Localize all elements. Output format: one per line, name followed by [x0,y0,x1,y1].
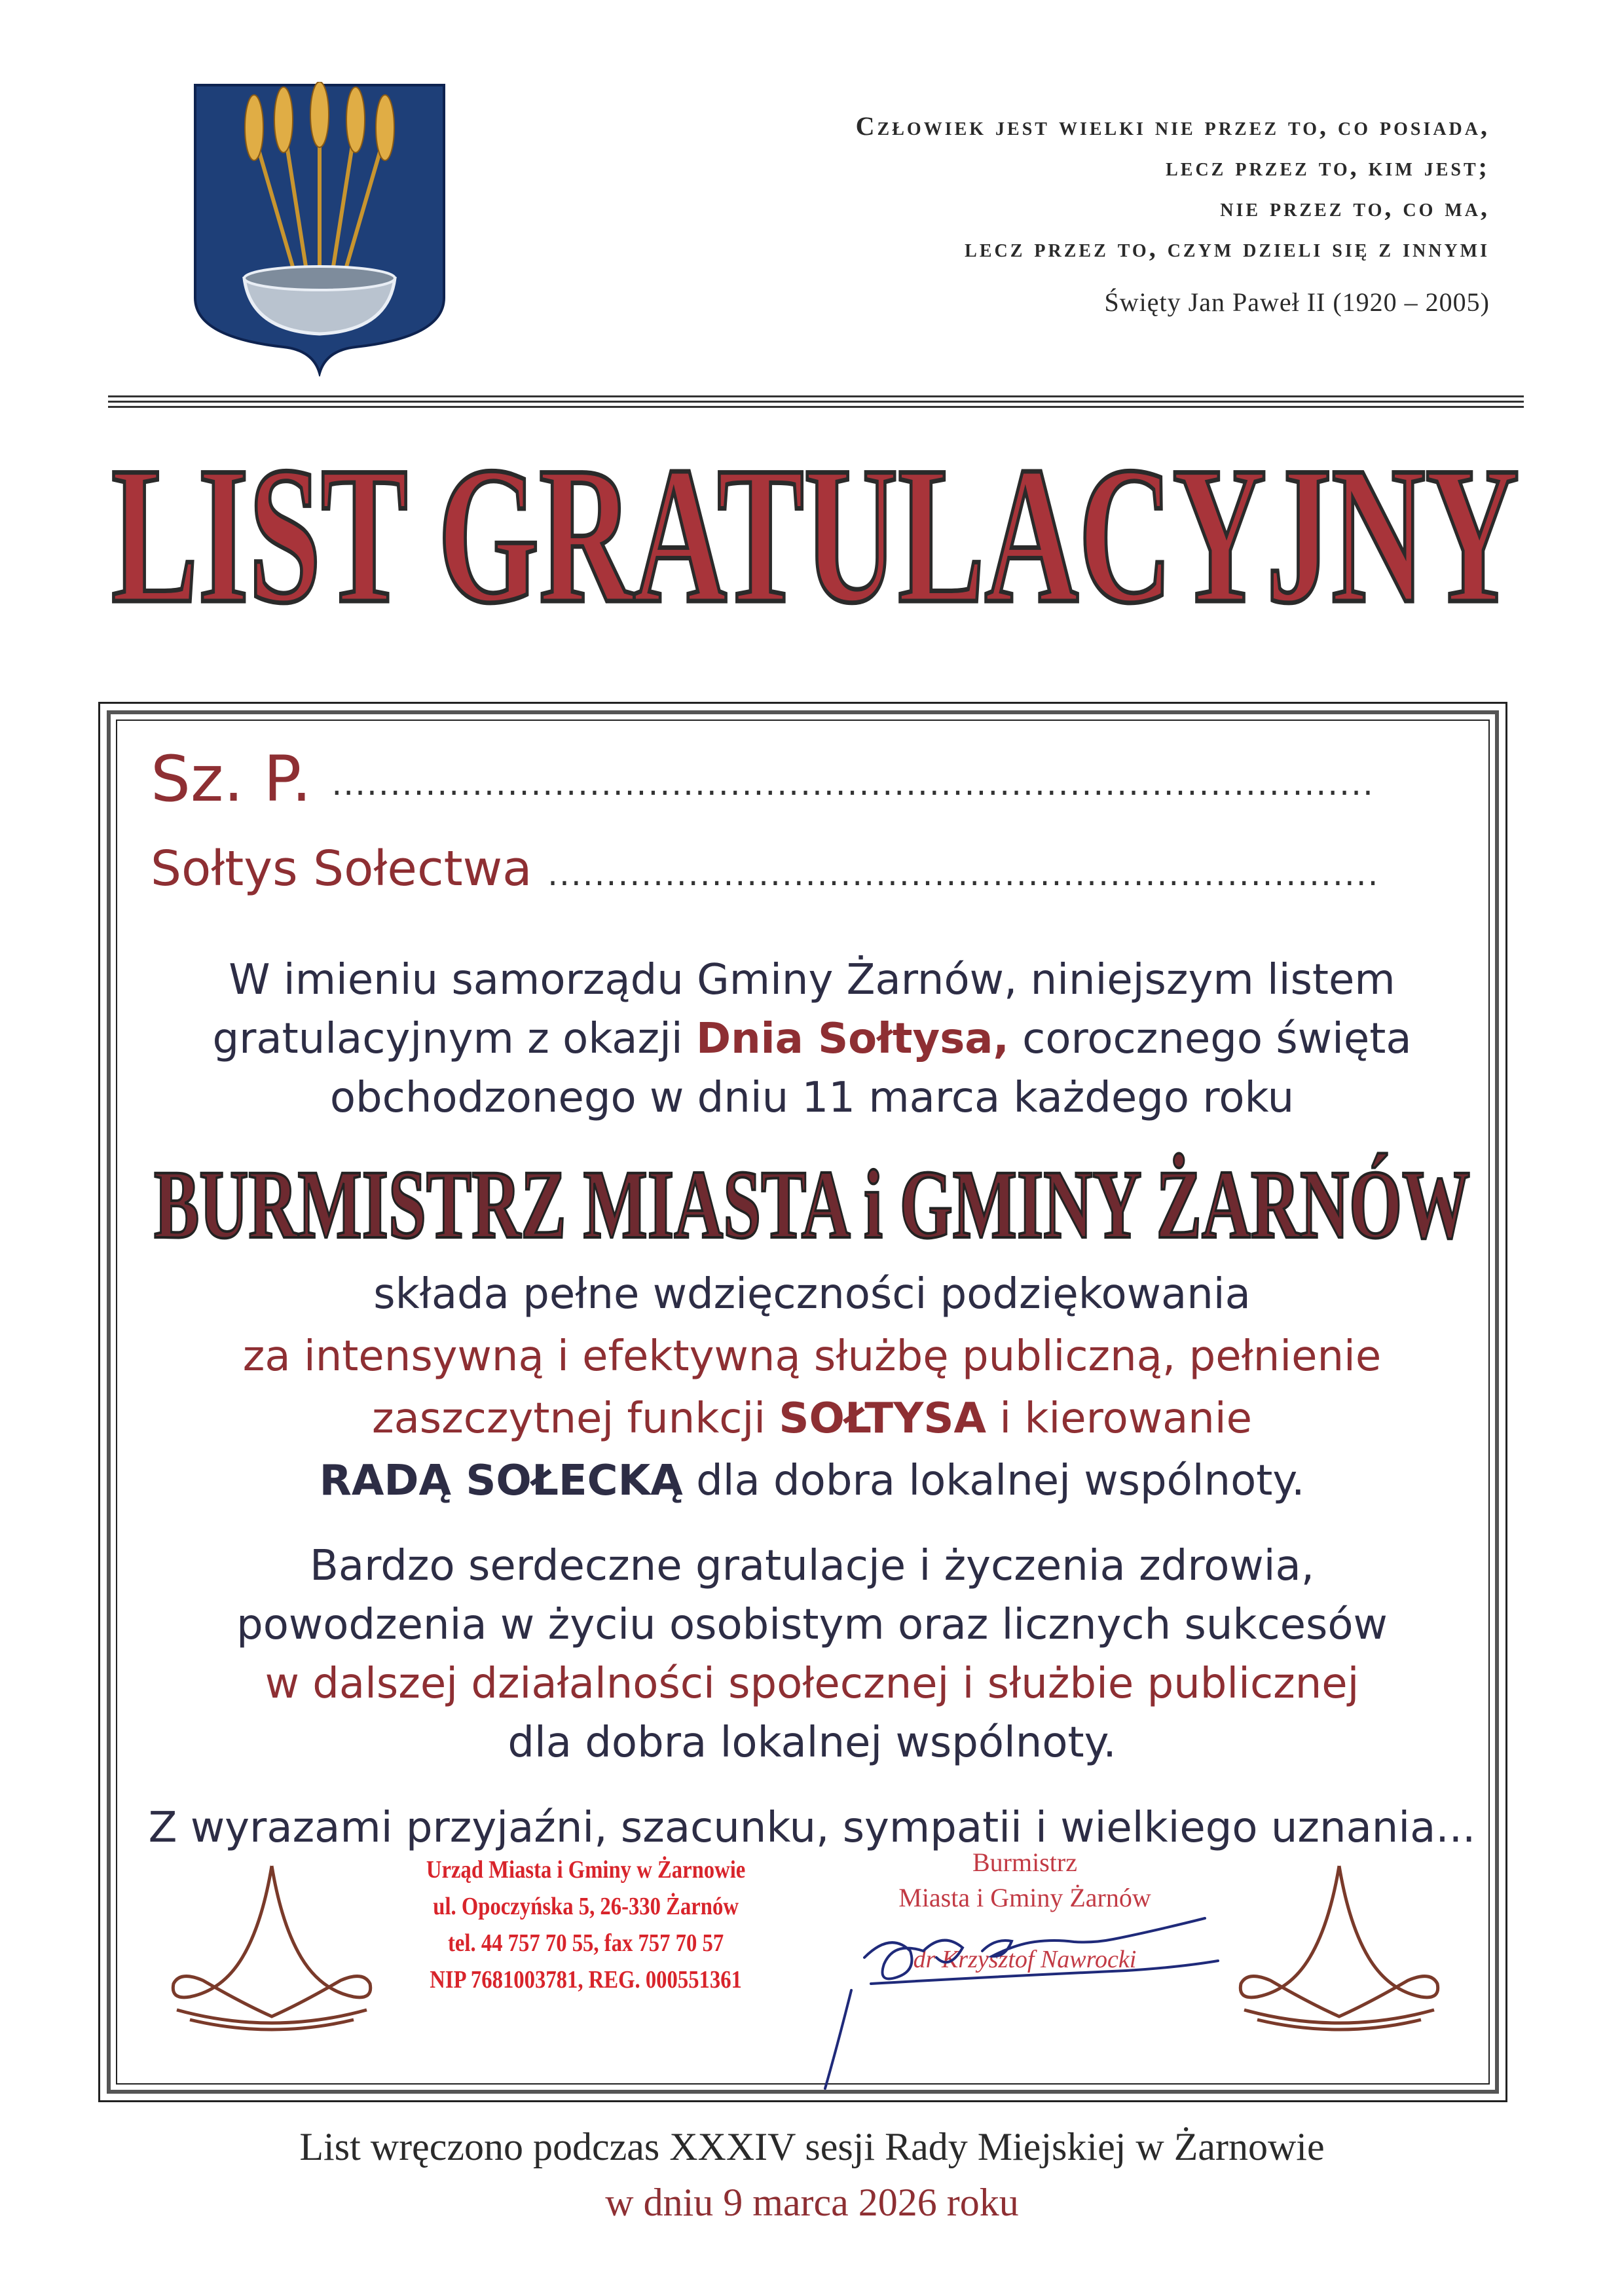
stamp-line: Urząd Miasta i Gminy w Żarnowie [426,1856,746,1884]
footer-line: List wręczono podczas XXXIV sesji Rady Miejskiej w Żarnowie [299,2125,1325,2168]
thanks-line [111,1388,1513,1449]
wishes-line: w dalszej działalności społecznej i służbie publicznej [265,1660,1359,1708]
ornament-icon [1231,1853,1447,2043]
intro-text: corocznego święta [1008,1015,1412,1063]
quote-block [573,106,1490,318]
wishes-line: Bardzo serdeczne gratulacje i życzenia zdrowia, [309,1542,1315,1590]
addressee-row [151,740,1480,823]
thanks-text: dla dobra lokalnej wspólnoty. [682,1457,1305,1505]
quote-line: Człowiek jest wielki nie przez to, co posiada, [855,111,1490,141]
quote-line: nie przez to, co ma, [1220,192,1490,222]
closing-line: Z wyrazami przyjaźni, szacunku, sympatii i wielkiego uznania... [148,1804,1476,1852]
footer-date: w dniu 9 marca 2026 roku [605,2181,1019,2224]
quote-line: lecz przez to, kim jest; [1166,152,1490,181]
header-divider [108,395,1524,414]
wishes-line: dla dobra lokalnej wspólnoty. [507,1719,1116,1767]
intro-line [111,1008,1513,1070]
thanks-line [111,1450,1513,1512]
stamp-line: ul. Opoczyńska 5, 26-330 Żarnów [433,1893,739,1920]
intro-line: obchodzonego w dniu 11 marca każdego roku [329,1074,1295,1122]
intro-line: W imieniu samorządu Gminy Żarnów, niniejszym listem [229,956,1395,1004]
coat-of-arms-icon [192,82,447,376]
mayor-heading [128,1146,1496,1277]
day-of-soltys-text: Dnia Sołtysa, [695,1015,1009,1063]
thanks-line: za intensywną i efektywną służbę publiczną, pełnienie [242,1332,1382,1381]
addressee-role: Sołtys Sołectwa [151,841,532,897]
wishes-line: powodzenia w życiu osobistym oraz licznych sukcesów [236,1601,1388,1649]
stamp-line: tel. 44 757 70 55, fax 757 70 57 [448,1929,724,1957]
title-text: LIST GRATULACYJNY [111,426,1519,644]
signer-title: Burmistrz [972,1848,1077,1877]
quote-author: Święty Jan Paweł II (1920 – 2005) [1104,287,1490,317]
fill-in-dots: ......................................................................................... [331,764,1375,803]
intro-text: gratulacyjnym z okazji [212,1015,696,1063]
thanks-text: zaszczytnej funkcji [371,1394,779,1443]
thanks-text: i kierowanie [986,1394,1253,1443]
signer-title: Miasta i Gminy Żarnów [898,1883,1151,1912]
stamp-line: NIP 7681003781, REG. 000551361 [430,1966,742,1994]
addressee-prefix: Sz. P. [151,742,312,816]
soltys-text: SOŁTYSA [779,1394,986,1443]
addressee-role-row [151,838,1480,905]
office-stamp [383,1851,788,1998]
quote-line: lecz przez to, czym dzieli się z innymi [965,233,1490,263]
thanks-line: składa pełne wdzięczności podziękowania [373,1270,1251,1319]
fill-in-dots: ....................................................................... [547,855,1380,893]
signer-name: dr Krzysztof Nawrocki [913,1946,1137,1973]
signature-icon [786,1879,1257,2095]
ornament-icon [164,1853,380,2043]
mayor-heading-text: BURMISTRZ MIASTA i GMINY ŻARNÓW [154,1150,1470,1259]
page-title [92,424,1539,673]
rada-solecka-text: RADĄ SOŁECKĄ [319,1457,683,1505]
